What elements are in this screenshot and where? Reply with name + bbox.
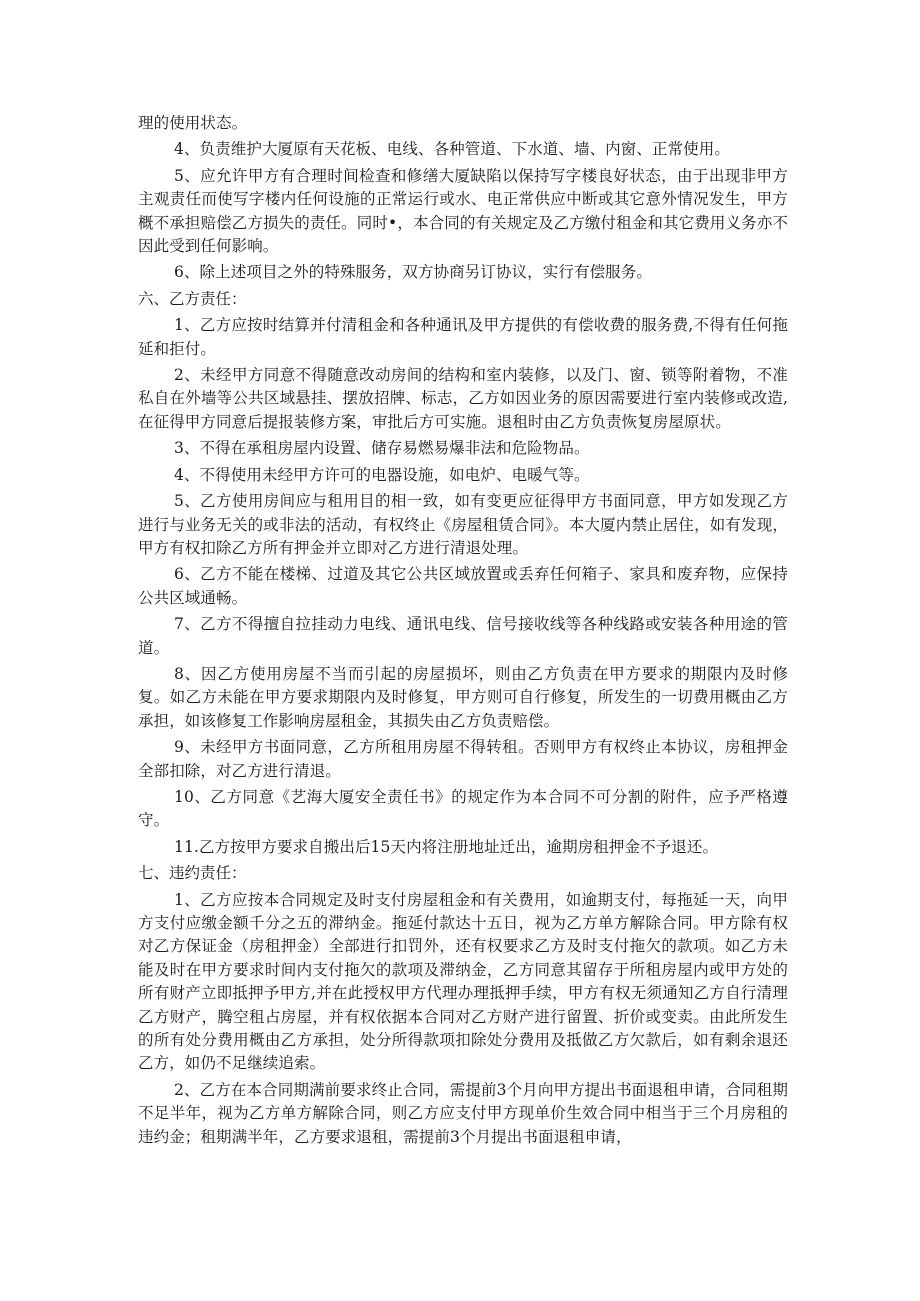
section-heading: 六、乙方责任： <box>138 289 247 308</box>
paragraph: 2、乙方在本合同期满前要求终止合同，需提前3个月向甲方提出书面退租申请，合同租期不足半年，视为乙方单方解除合同，则乙方应支付甲方现单价生效合同中相当于三个月房租的违约金；租期满半年，乙方要求退租，需提前3个月提出书面退租申请， <box>138 1080 788 1146</box>
paragraph: 1、乙方应按时结算并付清租金和各种通讯及甲方提供的有偿收费的服务费,不得有任何拖延和拒付。 <box>138 316 788 358</box>
paragraph: 8、因乙方使用房屋不当而引起的房屋损坏，则由乙方负责在甲方要求的期限内及时修复。如乙方未能在甲方要求期限内及时修复，甲方则可自行修复，所发生的一切费用概由乙方承担，如该修复工作影响房屋租金，其损失由乙方负责赔偿。 <box>138 664 788 730</box>
paragraph: 11.乙方按甲方要求自搬出后15天内将注册地址迁出，逾期房租押金不予退还。 <box>174 837 719 856</box>
paragraph: 5、应允许甲方有合理时间检查和修缮大厦缺陷以保持写字楼良好状态，由于出现非甲方主观责任而使写字楼内任何设施的正常运行或水、电正常供应中断或其它意外情况发生，甲方概不承担赔偿乙方损失的责任。同时•，本合同的有关规定及乙方缴付租金和其它费用义务亦不因此受到任何影响。 <box>138 166 788 256</box>
paragraph: 1、乙方应按本合同规定及时支付房屋租金和有关费用，如逾期支付，每拖延一天，向甲方支付应缴金额千分之五的滞纳金。拖延付款达十五日，视为乙方单方解除合同。甲方除有权对乙方保证金（房租押金）全部进行扣罚外，还有权要求乙方及时支付拖欠的款项。如乙方未能及时在甲方要求时间内支付拖欠的款项及滞纳金，乙方同意其留存于所租房屋内或甲方处的所有财产立即抵押予甲方,并在此授权甲方代理办理抵押手续，甲方有权无须通知乙方自行清理乙方财产，腾空租占房屋，并有权依据本合同对乙方财产进行留置、折价或变卖。由此所发生的所有处分费用概由乙方承担，处分所得款项扣除处分费用及抵做乙方欠款后，如有剩余退还乙方，如仍不足继续追索。 <box>138 890 788 1073</box>
paragraph: 2、未经甲方同意不得随意改动房间的结构和室内装修，以及门、窗、锁等附着物，不准私自在外墙等公共区域悬挂、摆放招牌、标志，乙方如因业务的原因需要进行室内装修或改造,在征得甲方同意后提报装修方案，审批后方可实施。退租时由乙方负责恢复房屋原状。 <box>138 366 788 431</box>
paragraph: 4、不得使用未经甲方许可的电器设施，如电炉、电暖气等。 <box>174 465 590 484</box>
paragraph: 7、乙方不得擅自拉挂动力电线、通讯电线、信号接收线等各种线路或安装各种用途的管道。 <box>138 615 788 657</box>
paragraph: 3、不得在承租房屋内设置、储存易燃易爆非法和危险物品。 <box>174 439 590 458</box>
paragraph: 10、乙方同意《艺海大厦安全责任书》的规定作为本合同不可分割的附件，应予严格遵守。 <box>138 787 788 830</box>
document-page <box>138 112 788 1152</box>
paragraph: 理的使用状态。 <box>138 114 248 132</box>
paragraph: 6、除上述项目之外的特殊服务，双方协商另订协议，实行有偿服务。 <box>174 263 652 282</box>
section-heading: 七、违约责任： <box>138 864 247 883</box>
paragraph: 9、未经甲方书面同意，乙方所租用房屋不得转租。否则甲方有权终止本协议，房租押金全部扣除，对乙方进行清退。 <box>138 738 788 780</box>
paragraph: 5、乙方使用房间应与租用目的相一致，如有变更应征得甲方书面同意，甲方如发现乙方进行与业务无关的或非法的活动，有权终止《房屋租赁合同》。本大厦内禁止居住，如有发现，甲方有权扣除乙方所有押金并立即对乙方进行清退处理。 <box>138 492 788 557</box>
paragraph: 6、乙方不能在楼梯、过道及其它公共区域放置或丢弃任何箱子、家具和废弃物，应保持公共区域通畅。 <box>138 565 788 607</box>
paragraph: 4、负责维护大厦原有天花板、电线、各种管道、下水道、墙、内窗、正常使用。 <box>174 140 730 159</box>
